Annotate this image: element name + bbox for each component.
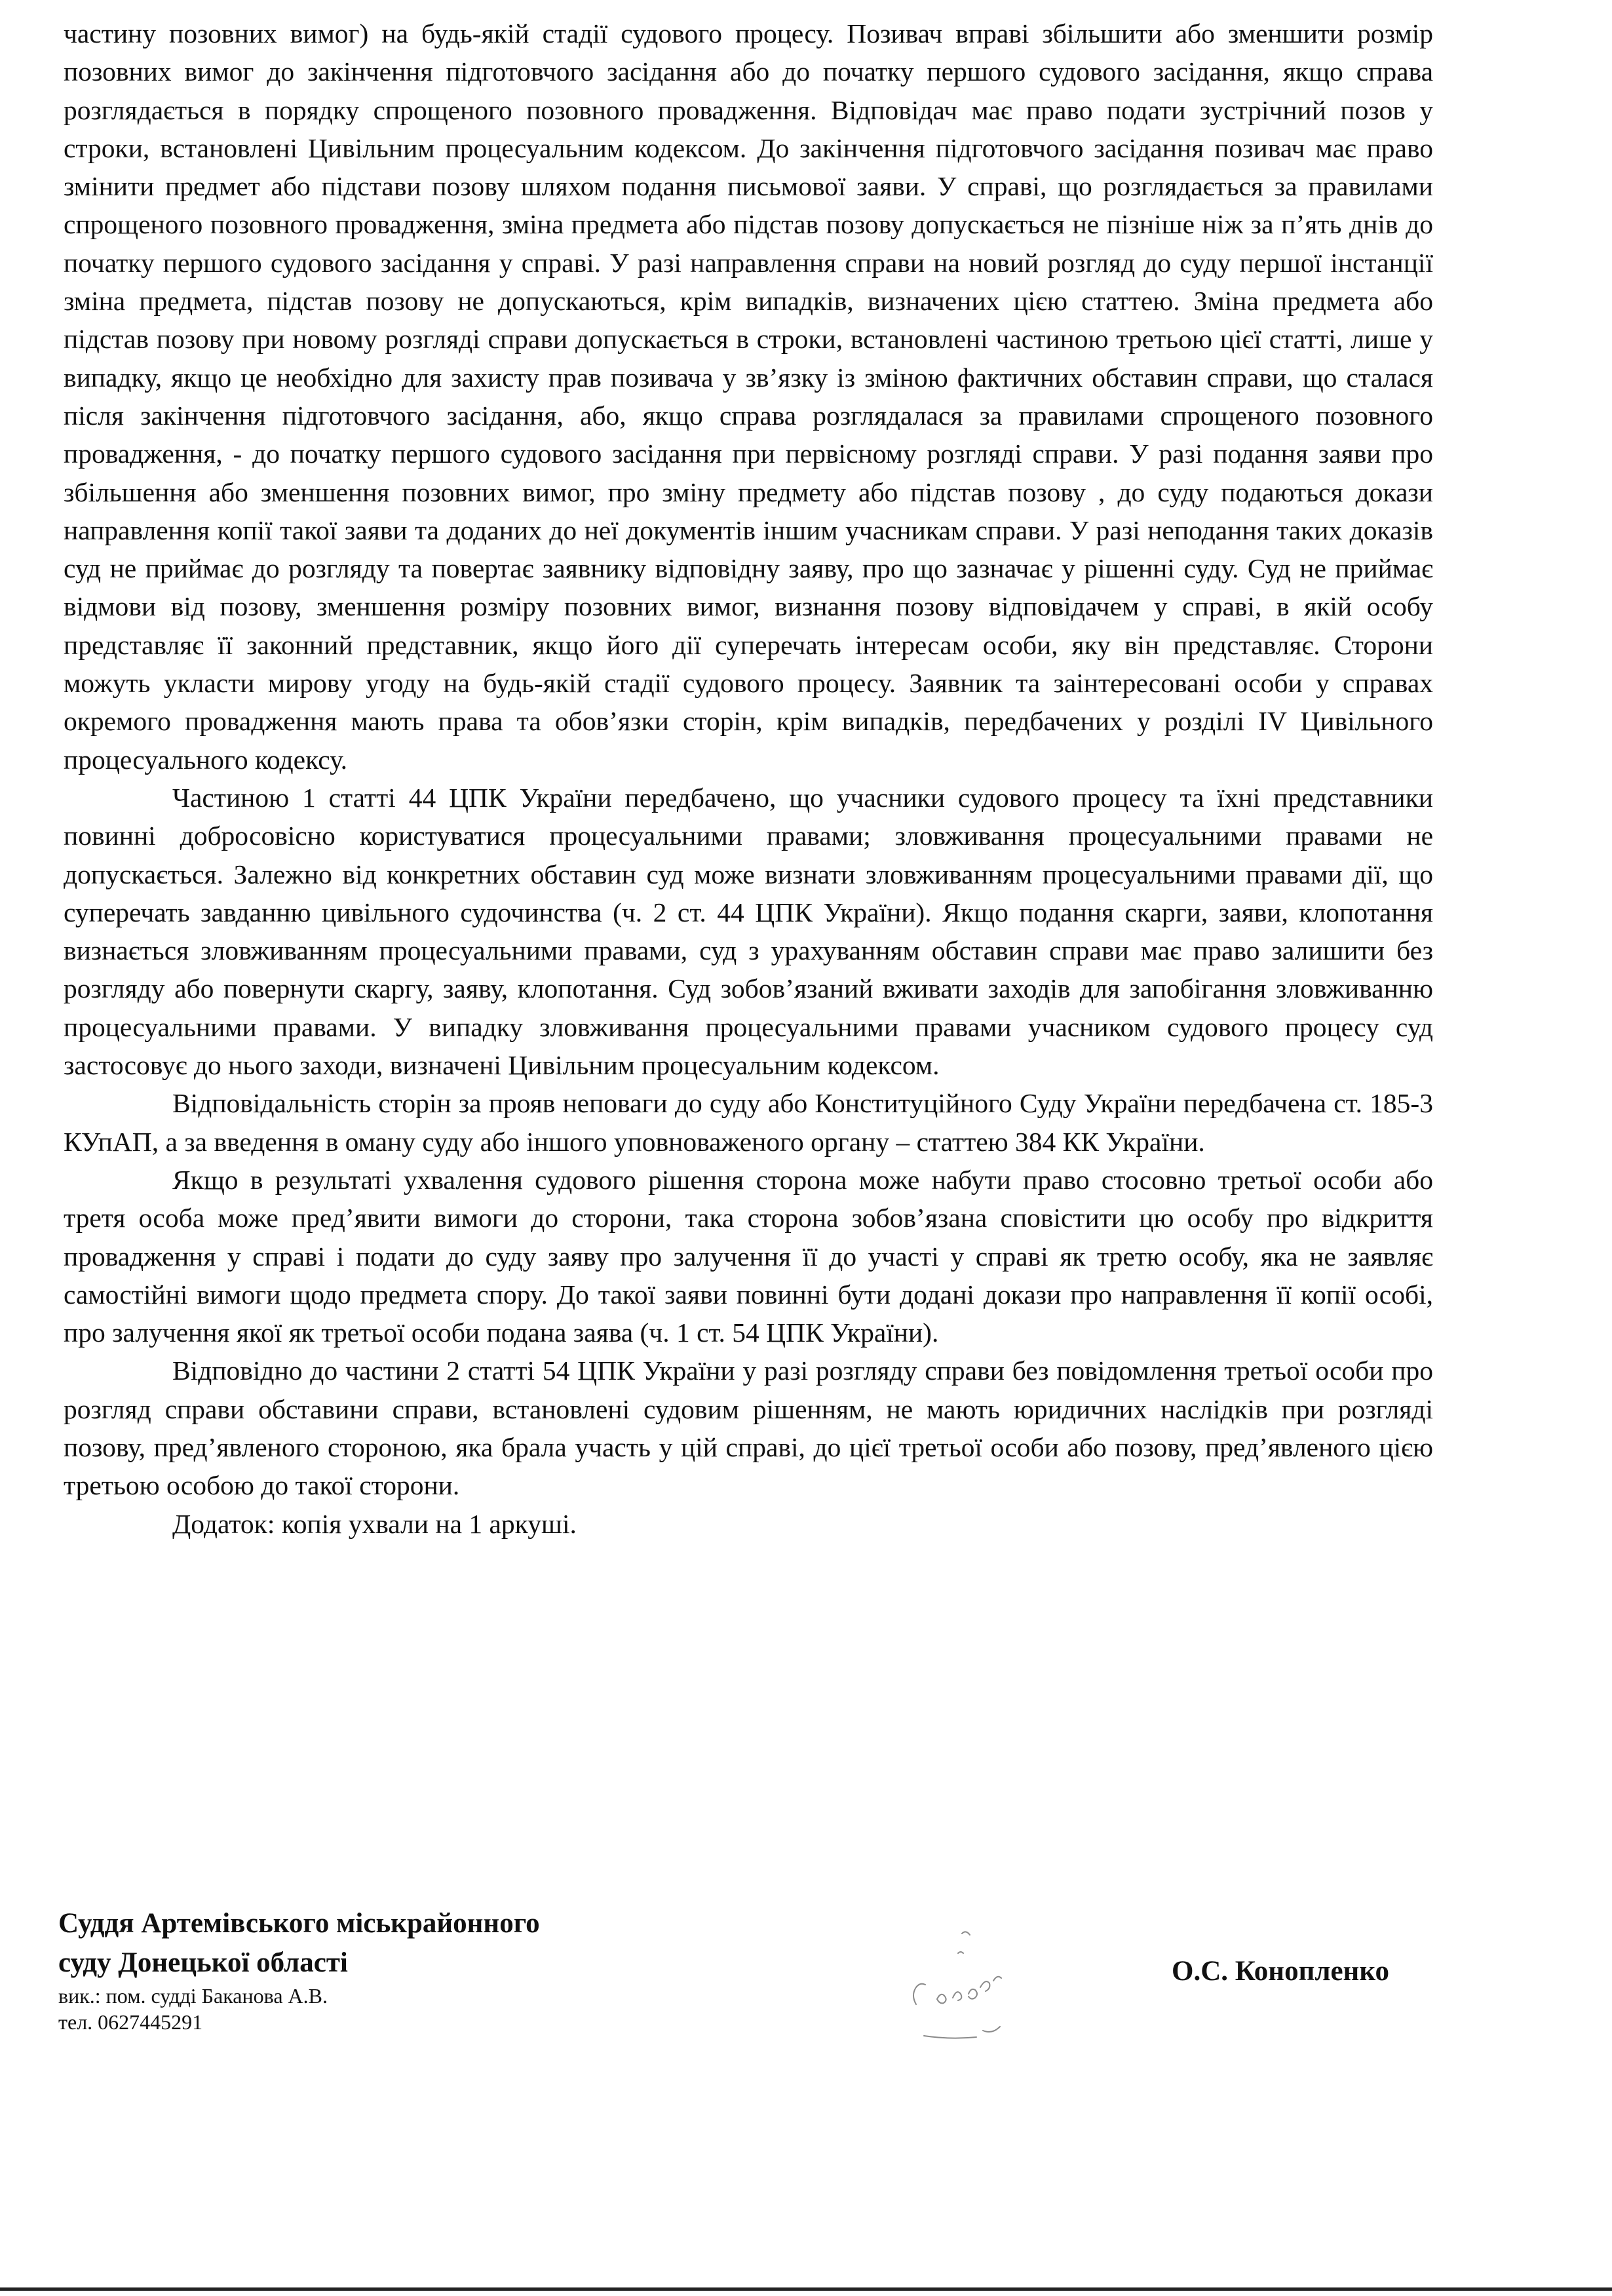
attachment-note: Додаток: копія ухвали на 1 аркуші. — [172, 1508, 577, 1539]
handwritten-signature — [885, 1907, 1081, 2052]
document-body — [64, 14, 1433, 1543]
scan-bottom-edge — [0, 2287, 1612, 2291]
judge-title-line-1: Суддя Артемівського міськрайонного — [58, 1908, 540, 1939]
signature-block — [58, 1904, 540, 2035]
judge-title-line-2: суду Донецької області — [58, 1947, 348, 1978]
executor-line: вик.: пом. судді Баканова А.В. — [58, 1984, 328, 2008]
paragraph-2: Частиною 1 статті 44 ЦПК України передбачено, що учасники судового процесу та їхні представники повинні добросовісно користуватися процесуальними правами; зловживання процесуальними правами не допускається. Залежно від конкретних обставин суд може визнати зловживанням процесуальними правами дії, що суперечать завданню цивільного судочинства (ч. 2 ст. 44 ЦПК України). Якщо подання скарги, заяви, клопотання визнається зловживанням процесуальними правами, суд з урахуванням обставин справи має право залишити без розгляду або повернути скаргу, заяву, клопотання. Суд зобов’язаний вживати заходів для запобігання зловживанню процесуальними правами. У випадку зловживання процесуальними правами учасником судового процесу суд застосовує до нього заходи, визначені Цивільним процесуальним кодексом. — [64, 782, 1433, 1081]
phone-line: тел. 0627445291 — [58, 2010, 203, 2034]
paragraph-1: частину позовних вимог) на будь-якій стадії судового процесу. Позивач вправі збільшити або зменшити розмір позовних вимог до закінчення підготовчого засідання або до початку першого судового засідання, якщо справа розглядається в порядку спрощеного позовного провадження. Відповідач має право подати зустрічний позов у строки, встановлені Цивільним процесуальним кодексом. До закінчення підготовчого засідання позивач має право змінити предмет або підстави позову шляхом подання письмової заяви. У справі, що розглядається за правилами спрощеного позовного провадження, зміна предмета або підстав позову допускається не пізніше ніж за п’ять днів до початку першого судового засідання у справі. У разі направлення справи на новий розгляд до суду першої інстанції зміна предмета, підстав позову не допускаються, крім випадків, визначених цією статтею. Зміна предмета або підстав позову при новому розгляді справи допускається в строки, встановлені частиною третьою цієї статті, лише у випадку, якщо це необхідно для захисту прав позивача у зв’язку із зміною фактичних обставин справи, що сталася після закінчення підготовчого засідання, або, якщо справа розглядалася за правилами спрощеного позовного провадження, - до початку першого судового засідання при первісному розгляді справи. У разі подання заяви про збільшення або зменшення позовних вимог, про зміну предмету або підстав позову , до суду подаються докази направлення копії такої заяви та доданих до неї документів іншим учасникам справи. У разі неподання таких доказів суд не приймає до розгляду та повертає заявнику відповідну заяву, про що зазначає у рішенні суду. Суд не приймає відмови від позову, зменшення розміру позовних вимог, визнання позову відповідачем у справі, в якій особу представляє її законний представник, якщо його дії суперечать інтересам особи, яку він представляє. Сторони можуть укласти мирову угоду на будь-якій стадії судового процесу. Заявник та заінтересовані особи у справах окремого провадження мають права та обов’язки сторін, крім випадків, передбачених у розділі IV Цивільного процесуального кодексу. — [64, 18, 1433, 775]
paragraph-4: Якщо в результаті ухвалення судового рішення сторона може набути право стосовно третьої особи або третя особа може пред’явити вимоги до сторони, така сторона зобов’язана сповістити цю особу про відкриття провадження у справі і подати до суду заяву про залучення її до участі у справі як третю особу, яка не заявляє самостійні вимоги щодо предмета спору. До такої заяви повинні бути додані докази про направлення її копії особі, про залучення якої як третьої особи подана заява (ч. 1 ст. 54 ЦПК України). — [64, 1164, 1433, 1348]
signer-name: О.С. Конопленко — [1172, 1956, 1390, 1987]
paragraph-5: Відповідно до частини 2 статті 54 ЦПК України у разі розгляду справи без повідомлення третьої особи про розгляд справи обставини справи, встановлені судовим рішенням, не мають юридичних наслідків при розгляді позову, пред’явленого стороною, яка брала участь у цій справі, до цієї третьої особи або позову, пред’явленого цією третьою особою до такої сторони. — [64, 1355, 1433, 1501]
paragraph-3: Відповідальність сторін за прояв неповаги до суду або Конституційного Суду України передбачена ст. 185-3 КУпАП, а за введення в оману суду або іншого уповноваженого органу – статтею 384 КК України. — [64, 1088, 1433, 1157]
